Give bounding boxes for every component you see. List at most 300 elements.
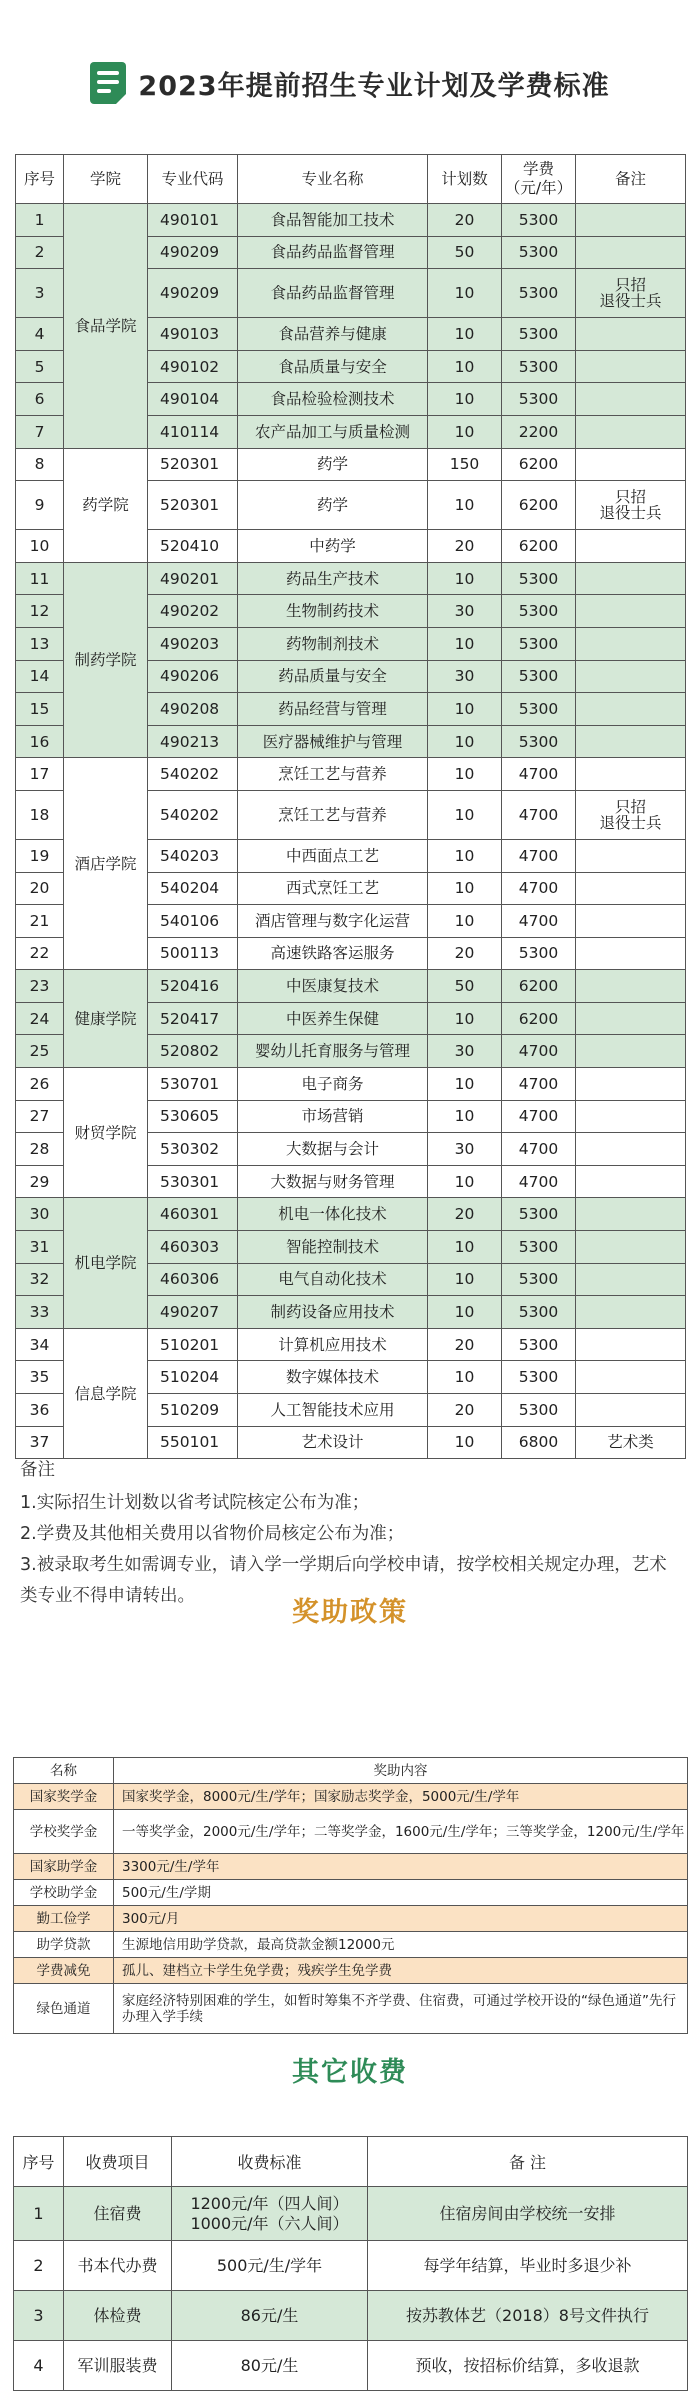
cell-major: 酒店管理与数字化运营: [238, 905, 428, 938]
aid-name: 学校奖学金: [14, 1810, 114, 1854]
cell-plan: 10: [428, 1296, 502, 1329]
aid-row: [14, 1984, 688, 2034]
cell-no: 37: [16, 1426, 64, 1459]
cell-fee: 4700: [502, 790, 576, 839]
cell-note: [576, 1068, 686, 1101]
cell-major: 市场营销: [238, 1100, 428, 1133]
cell-no: 21: [16, 905, 64, 938]
cell-no: 8: [16, 448, 64, 481]
cell-major: 农产品加工与质量检测: [238, 415, 428, 448]
cell-no: 35: [16, 1361, 64, 1394]
cell-note: [576, 1231, 686, 1264]
cell-plan: 20: [428, 204, 502, 237]
fee-no: 1: [14, 2187, 64, 2241]
cell-note: [576, 1165, 686, 1198]
cell-fee: 5300: [502, 318, 576, 351]
fee-row: [14, 2341, 688, 2391]
title-bar: [0, 58, 700, 108]
cell-no: 10: [16, 530, 64, 563]
aid-header-content: 奖助内容: [114, 1758, 688, 1784]
cell-fee: 4700: [502, 1133, 576, 1166]
header-college: 学院: [64, 155, 148, 204]
cell-plan: 10: [428, 318, 502, 351]
table-row: [16, 758, 686, 791]
cell-fee: 4700: [502, 872, 576, 905]
cell-no: 31: [16, 1231, 64, 1264]
cell-major: 人工智能技术应用: [238, 1394, 428, 1427]
cell-major: 中医养生保健: [238, 1002, 428, 1035]
cell-code: 490102: [148, 350, 238, 383]
cell-major: 医疗器械维护与管理: [238, 725, 428, 758]
fee-header-no: 序号: [14, 2137, 64, 2187]
header-major: 专业名称: [238, 155, 428, 204]
cell-major: 食品营养与健康: [238, 318, 428, 351]
fee-standard: 500元/生/学年: [172, 2241, 368, 2291]
cell-no: 30: [16, 1198, 64, 1231]
cell-major: 艺术设计: [238, 1426, 428, 1459]
notes-section: [20, 1455, 680, 1612]
cell-no: 12: [16, 595, 64, 628]
cell-no: 14: [16, 660, 64, 693]
cell-major: 智能控制技术: [238, 1231, 428, 1264]
table-row: [16, 1328, 686, 1361]
cell-fee: 5300: [502, 562, 576, 595]
enrollment-plan-table: [15, 154, 686, 1459]
page-title: 2023年提前招生专业计划及学费标准: [138, 70, 610, 102]
cell-note: [576, 905, 686, 938]
cell-major: 中医康复技术: [238, 970, 428, 1003]
cell-no: 33: [16, 1296, 64, 1329]
fee-standard: 1200元/年（四人间） 1000元/年（六人间）: [172, 2187, 368, 2241]
table-row: [16, 204, 686, 237]
cell-no: 6: [16, 383, 64, 416]
note-item: 3.被录取考生如需调专业，请入学一学期后向学校申请，按学校相关规定办理，艺术类专业不得申请转出。: [20, 1555, 667, 1606]
cell-major: 电气自动化技术: [238, 1263, 428, 1296]
cell-fee: 4700: [502, 839, 576, 872]
fee-no: 2: [14, 2241, 64, 2291]
cell-fee: 5300: [502, 383, 576, 416]
table-row: [16, 970, 686, 1003]
cell-note: [576, 448, 686, 481]
cell-major: 药学: [238, 481, 428, 530]
cell-major: 中西面点工艺: [238, 839, 428, 872]
cell-note: [576, 693, 686, 726]
header-no: 序号: [16, 155, 64, 204]
fee-item: 体检费: [64, 2291, 172, 2341]
aid-header-row: [14, 1758, 688, 1784]
aid-content: 国家奖学金，8000元/生/学年；国家励志奖学金，5000元/生/学年: [114, 1784, 688, 1810]
cell-code: 460301: [148, 1198, 238, 1231]
cell-fee: 6200: [502, 530, 576, 563]
cell-code: 490104: [148, 383, 238, 416]
cell-fee: 5300: [502, 1361, 576, 1394]
fee-note: 预收，按招标价结算，多收退款: [368, 2341, 688, 2391]
fee-header-standard: 收费标准: [172, 2137, 368, 2187]
cell-code: 520410: [148, 530, 238, 563]
cell-major: 机电一体化技术: [238, 1198, 428, 1231]
cell-note: [576, 1328, 686, 1361]
cell-note: [576, 204, 686, 237]
cell-note: [576, 236, 686, 269]
cell-no: 9: [16, 481, 64, 530]
cell-major: 大数据与财务管理: [238, 1165, 428, 1198]
cell-major: 食品质量与安全: [238, 350, 428, 383]
aid-row: [14, 1810, 688, 1854]
cell-code: 490201: [148, 562, 238, 595]
aid-row: [14, 1880, 688, 1906]
cell-fee: 6200: [502, 970, 576, 1003]
cell-note: [576, 1394, 686, 1427]
cell-no: 17: [16, 758, 64, 791]
fees-section-title: 其它收费: [292, 2057, 408, 2088]
aid-row: [14, 1854, 688, 1880]
cell-note: [576, 1361, 686, 1394]
aid-row: [14, 1932, 688, 1958]
cell-major: 电子商务: [238, 1068, 428, 1101]
cell-code: 490202: [148, 595, 238, 628]
cell-code: 540202: [148, 790, 238, 839]
cell-code: 500113: [148, 937, 238, 970]
cell-plan: 10: [428, 905, 502, 938]
cell-note: [576, 758, 686, 791]
fee-no: 4: [14, 2341, 64, 2391]
fee-row: [14, 2187, 688, 2241]
cell-college: 酒店学院: [64, 758, 148, 970]
cell-note: [576, 350, 686, 383]
cell-no: 32: [16, 1263, 64, 1296]
cell-major: 中药学: [238, 530, 428, 563]
cell-code: 510209: [148, 1394, 238, 1427]
cell-code: 540202: [148, 758, 238, 791]
cell-fee: 5300: [502, 660, 576, 693]
aid-content: 生源地信用助学贷款，最高贷款金额12000元: [114, 1932, 688, 1958]
cell-note: [576, 1133, 686, 1166]
cell-fee: 6200: [502, 481, 576, 530]
cell-major: 计算机应用技术: [238, 1328, 428, 1361]
cell-plan: 10: [428, 758, 502, 791]
fee-item: 住宿费: [64, 2187, 172, 2241]
cell-college: 信息学院: [64, 1328, 148, 1458]
cell-no: 16: [16, 725, 64, 758]
cell-plan: 20: [428, 1198, 502, 1231]
cell-no: 3: [16, 269, 64, 318]
cell-plan: 10: [428, 1361, 502, 1394]
cell-major: 制药设备应用技术: [238, 1296, 428, 1329]
cell-code: 490213: [148, 725, 238, 758]
cell-major: 食品药品监督管理: [238, 236, 428, 269]
cell-note: 只招 退役士兵: [576, 481, 686, 530]
cell-code: 490203: [148, 627, 238, 660]
table-row: [16, 562, 686, 595]
cell-plan: 10: [428, 725, 502, 758]
fee-row: [14, 2241, 688, 2291]
cell-major: 食品药品监督管理: [238, 269, 428, 318]
cell-no: 34: [16, 1328, 64, 1361]
cell-plan: 30: [428, 595, 502, 628]
cell-fee: 5300: [502, 693, 576, 726]
cell-plan: 50: [428, 236, 502, 269]
cell-major: 药品生产技术: [238, 562, 428, 595]
cell-major: 药品经营与管理: [238, 693, 428, 726]
aid-name: 国家助学金: [14, 1854, 114, 1880]
fee-header-note: 备 注: [368, 2137, 688, 2187]
cell-no: 24: [16, 1002, 64, 1035]
cell-fee: 5300: [502, 627, 576, 660]
cell-note: [576, 725, 686, 758]
cell-plan: 10: [428, 269, 502, 318]
cell-plan: 50: [428, 970, 502, 1003]
cell-major: 药品质量与安全: [238, 660, 428, 693]
aid-name: 助学贷款: [14, 1932, 114, 1958]
cell-note: [576, 383, 686, 416]
note-item: 2.学费及其他相关费用以省物价局核定公布为准；: [20, 1524, 405, 1544]
cell-code: 410114: [148, 415, 238, 448]
cell-major: 烹饪工艺与营养: [238, 758, 428, 791]
cell-college: 健康学院: [64, 970, 148, 1068]
cell-code: 460303: [148, 1231, 238, 1264]
cell-major: 数字媒体技术: [238, 1361, 428, 1394]
cell-fee: 5300: [502, 204, 576, 237]
cell-no: 18: [16, 790, 64, 839]
cell-plan: 150: [428, 448, 502, 481]
fee-item: 军训服装费: [64, 2341, 172, 2391]
cell-note: [576, 1198, 686, 1231]
cell-major: 烹饪工艺与营养: [238, 790, 428, 839]
cell-plan: 20: [428, 1328, 502, 1361]
cell-plan: 10: [428, 627, 502, 660]
cell-fee: 5300: [502, 350, 576, 383]
fee-note: 住宿房间由学校统一安排: [368, 2187, 688, 2241]
cell-plan: 30: [428, 660, 502, 693]
cell-note: [576, 415, 686, 448]
cell-plan: 20: [428, 530, 502, 563]
fee-item: 书本代办费: [64, 2241, 172, 2291]
cell-major: 食品智能加工技术: [238, 204, 428, 237]
document-icon: [90, 62, 126, 104]
aid-content: 孤儿、建档立卡学生免学费；残疾学生免学费: [114, 1958, 688, 1984]
header-plan: 计划数: [428, 155, 502, 204]
cell-fee: 6800: [502, 1426, 576, 1459]
cell-code: 520416: [148, 970, 238, 1003]
fee-header-row: [14, 2137, 688, 2187]
cell-no: 19: [16, 839, 64, 872]
aid-content: 3300元/生/学年: [114, 1854, 688, 1880]
cell-code: 540204: [148, 872, 238, 905]
aid-name: 国家奖学金: [14, 1784, 114, 1810]
cell-no: 1: [16, 204, 64, 237]
cell-code: 520802: [148, 1035, 238, 1068]
cell-plan: 10: [428, 872, 502, 905]
cell-code: 520417: [148, 1002, 238, 1035]
cell-code: 490209: [148, 269, 238, 318]
cell-plan: 10: [428, 1068, 502, 1101]
cell-note: [576, 970, 686, 1003]
table-row: [16, 1068, 686, 1101]
aid-policy-table: [13, 1757, 688, 2034]
cell-fee: 4700: [502, 1100, 576, 1133]
cell-major: 药学: [238, 448, 428, 481]
cell-fee: 2200: [502, 415, 576, 448]
cell-plan: 10: [428, 383, 502, 416]
cell-plan: 10: [428, 839, 502, 872]
cell-fee: 5300: [502, 1198, 576, 1231]
fee-note: 每学年结算，毕业时多退少补: [368, 2241, 688, 2291]
cell-note: [576, 872, 686, 905]
aid-name: 勤工俭学: [14, 1906, 114, 1932]
cell-note: [576, 839, 686, 872]
cell-fee: 4700: [502, 1068, 576, 1101]
cell-plan: 10: [428, 1165, 502, 1198]
cell-plan: 10: [428, 790, 502, 839]
cell-code: 540106: [148, 905, 238, 938]
cell-major: 药物制剂技术: [238, 627, 428, 660]
aid-header-name: 名称: [14, 1758, 114, 1784]
fee-row: [14, 2291, 688, 2341]
cell-plan: 30: [428, 1035, 502, 1068]
cell-no: 13: [16, 627, 64, 660]
cell-college: 机电学院: [64, 1198, 148, 1328]
cell-plan: 30: [428, 1133, 502, 1166]
plan-header-row: [16, 155, 686, 204]
cell-code: 530701: [148, 1068, 238, 1101]
cell-code: 550101: [148, 1426, 238, 1459]
cell-college: 食品学院: [64, 204, 148, 449]
aid-name: 学费减免: [14, 1958, 114, 1984]
cell-plan: 10: [428, 1100, 502, 1133]
cell-plan: 20: [428, 937, 502, 970]
cell-code: 510204: [148, 1361, 238, 1394]
cell-no: 11: [16, 562, 64, 595]
cell-code: 520301: [148, 481, 238, 530]
cell-fee: 5300: [502, 937, 576, 970]
cell-no: 29: [16, 1165, 64, 1198]
aid-content: 一等奖学金，2000元/生/学年；二等奖学金，1600元/生/学年；三等奖学金，1200元/生/学年: [114, 1810, 688, 1854]
cell-fee: 4700: [502, 1035, 576, 1068]
other-fees-table: [13, 2136, 688, 2391]
cell-plan: 10: [428, 1231, 502, 1264]
cell-fee: 5300: [502, 725, 576, 758]
cell-no: 2: [16, 236, 64, 269]
cell-plan: 10: [428, 350, 502, 383]
cell-code: 460306: [148, 1263, 238, 1296]
cell-code: 520301: [148, 448, 238, 481]
cell-note: [576, 1035, 686, 1068]
cell-code: 490206: [148, 660, 238, 693]
cell-code: 490103: [148, 318, 238, 351]
cell-code: 530301: [148, 1165, 238, 1198]
cell-no: 36: [16, 1394, 64, 1427]
fee-header-item: 收费项目: [64, 2137, 172, 2187]
cell-no: 22: [16, 937, 64, 970]
cell-note: [576, 627, 686, 660]
cell-no: 7: [16, 415, 64, 448]
table-row: [16, 1198, 686, 1231]
fee-no: 3: [14, 2291, 64, 2341]
cell-code: 490101: [148, 204, 238, 237]
header-note: 备注: [576, 155, 686, 204]
note-item: 1.实际招生计划数以省考试院核定公布为准；: [20, 1493, 370, 1513]
cell-note: [576, 1100, 686, 1133]
aid-name: 学校助学金: [14, 1880, 114, 1906]
aid-row: [14, 1906, 688, 1932]
aid-content: 300元/月: [114, 1906, 688, 1932]
cell-fee: 4700: [502, 1165, 576, 1198]
cell-fee: 4700: [502, 905, 576, 938]
table-row: [16, 448, 686, 481]
cell-fee: 5300: [502, 1231, 576, 1264]
cell-no: 20: [16, 872, 64, 905]
cell-note: 艺术类: [576, 1426, 686, 1459]
cell-note: [576, 1263, 686, 1296]
cell-note: [576, 1002, 686, 1035]
cell-fee: 6200: [502, 448, 576, 481]
cell-fee: 5300: [502, 1328, 576, 1361]
cell-major: 生物制药技术: [238, 595, 428, 628]
cell-note: 只招 退役士兵: [576, 269, 686, 318]
cell-plan: 10: [428, 562, 502, 595]
cell-no: 23: [16, 970, 64, 1003]
header-code: 专业代码: [148, 155, 238, 204]
cell-college: 药学院: [64, 448, 148, 562]
cell-major: 婴幼儿托育服务与管理: [238, 1035, 428, 1068]
fee-note: 按苏教体艺（2018）8号文件执行: [368, 2291, 688, 2341]
cell-fee: 6200: [502, 1002, 576, 1035]
cell-fee: 5300: [502, 595, 576, 628]
aid-name: 绿色通道: [14, 1984, 114, 2034]
cell-note: 只招 退役士兵: [576, 790, 686, 839]
cell-note: [576, 937, 686, 970]
cell-note: [576, 1296, 686, 1329]
cell-major: 西式烹饪工艺: [238, 872, 428, 905]
cell-no: 28: [16, 1133, 64, 1166]
cell-plan: 10: [428, 693, 502, 726]
cell-fee: 5300: [502, 269, 576, 318]
cell-major: 大数据与会计: [238, 1133, 428, 1166]
cell-plan: 20: [428, 1394, 502, 1427]
aid-content: 家庭经济特别困难的学生，如暂时筹集不齐学费、住宿费，可通过学校开设的“绿色通道”先行办理入学手续: [114, 1984, 688, 2034]
cell-note: [576, 562, 686, 595]
cell-no: 5: [16, 350, 64, 383]
aid-row: [14, 1958, 688, 1984]
cell-fee: 5300: [502, 236, 576, 269]
cell-college: 制药学院: [64, 562, 148, 758]
cell-note: [576, 595, 686, 628]
cell-code: 530302: [148, 1133, 238, 1166]
fee-standard: 80元/生: [172, 2341, 368, 2391]
cell-no: 25: [16, 1035, 64, 1068]
cell-college: 财贸学院: [64, 1068, 148, 1198]
cell-code: 490209: [148, 236, 238, 269]
header-fee: 学费 （元/年）: [502, 155, 576, 204]
fee-standard: 86元/生: [172, 2291, 368, 2341]
cell-fee: 4700: [502, 758, 576, 791]
cell-plan: 10: [428, 1426, 502, 1459]
aid-section-title: 奖助政策: [292, 1597, 408, 1628]
cell-note: [576, 660, 686, 693]
cell-plan: 10: [428, 1002, 502, 1035]
cell-code: 490208: [148, 693, 238, 726]
cell-no: 15: [16, 693, 64, 726]
cell-no: 4: [16, 318, 64, 351]
cell-no: 26: [16, 1068, 64, 1101]
cell-code: 490207: [148, 1296, 238, 1329]
cell-note: [576, 318, 686, 351]
cell-code: 510201: [148, 1328, 238, 1361]
cell-code: 540203: [148, 839, 238, 872]
cell-fee: 5300: [502, 1263, 576, 1296]
notes-title: 备注: [20, 1460, 55, 1480]
cell-plan: 10: [428, 415, 502, 448]
